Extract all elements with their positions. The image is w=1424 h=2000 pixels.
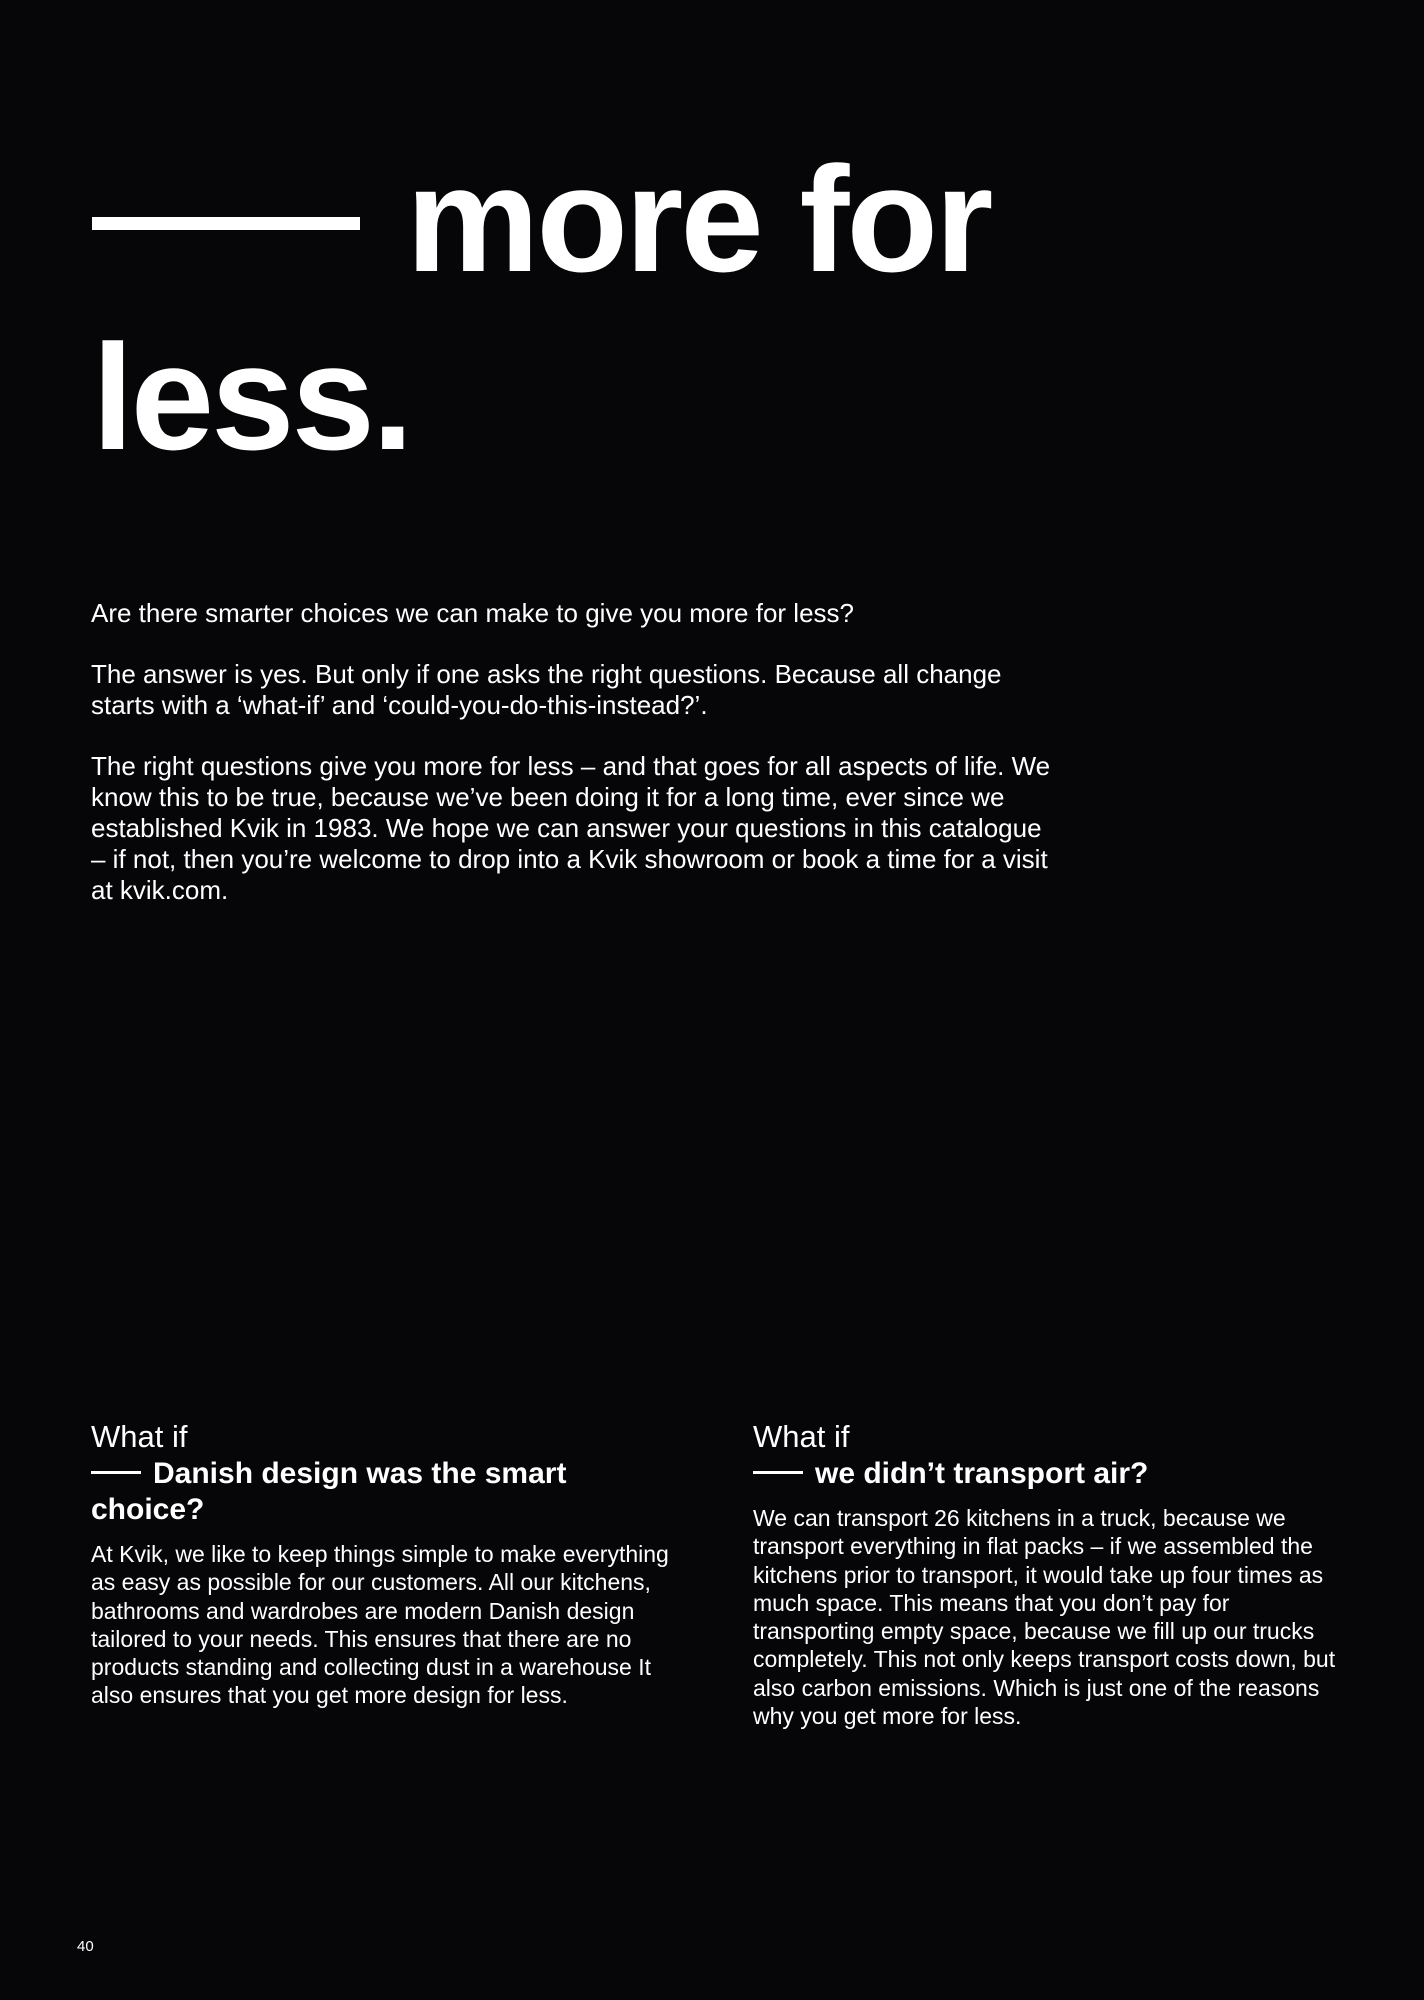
page-headline <box>92 130 1092 486</box>
headline-dash <box>92 217 360 230</box>
headline-line-1: more for <box>406 135 991 303</box>
intro-paragraph-2: The right questions give you more for less – and that goes for all aspects of life. We know this to be true, because we’ve been doing it for a long time, ever since we established Kvik in 1983. We hope we can answer your questions in this catalogue – if not, then you’re welcome to drop into a Kvik showroom or book a time for a visit at kvik.com. <box>91 751 1051 905</box>
column-body: We can transport 26 kitchens in a truck, because we transport everything in flat packs – if we assembled the kitchens prior to transport, it would take up four times as much space. This means that you don’t pay for transporting empty space, because we fill up our trucks completely. This not only keeps transport costs down, but also carbon emissions. Which is just one of the reasons why you get more for less. <box>753 1505 1336 1730</box>
column-danish-design <box>91 1418 681 1710</box>
intro-paragraph-1: The answer is yes. But only if one asks the right questions. Because all change starts with a ‘what-if’ and ‘could-you-do-this-instead?’. <box>91 659 1002 720</box>
column-body: At Kvik, we like to keep things simple to make everything as easy as possible for our customers. All our kitchens, bathrooms and wardrobes are modern Danish design tailored to your needs. This ensures that there are no products standing and collecting dust in a warehouse It also ensures that you get more design for less. <box>91 1541 669 1709</box>
heading-dash <box>753 1471 803 1474</box>
column-heading-text: Danish design was the smart choice? <box>91 1457 567 1526</box>
column-transport-air <box>753 1418 1353 1730</box>
column-label: What if <box>91 1419 188 1454</box>
column-heading <box>91 1456 681 1528</box>
headline-line-2: less. <box>92 313 411 481</box>
column-heading-text: we didn’t transport air? <box>815 1457 1149 1490</box>
heading-dash <box>91 1471 141 1474</box>
intro-question: Are there smarter choices we can make to give you more for less? <box>91 598 854 628</box>
intro-section <box>91 598 1051 936</box>
page-number: 40 <box>77 1938 94 1955</box>
column-heading <box>753 1456 1353 1492</box>
column-label: What if <box>753 1419 850 1454</box>
